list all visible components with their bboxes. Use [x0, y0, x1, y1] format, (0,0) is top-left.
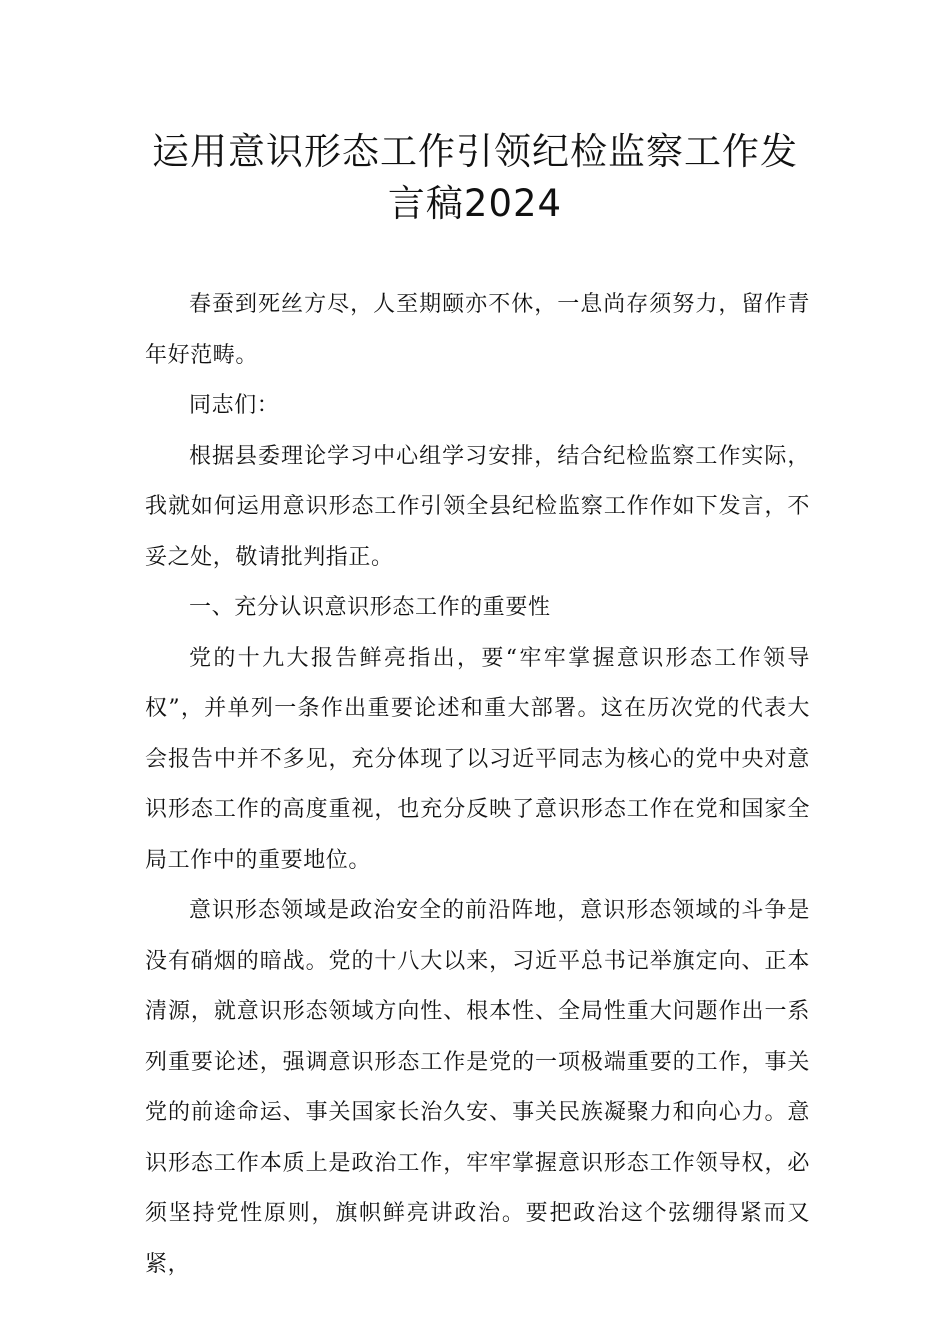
paragraph-section-1-b: 意识形态领域是政治安全的前沿阵地，意识形态领域的斗争是没有硝烟的暗战。党的十八大以来，习近平总书记举旗定向、正本清源，就意识形态领域方向性、根本性、全局性重大问题作出一系列重要论述，强调意识形态工作是党的一项极端重要的工作，事关党的前途命运、事关国家长治久安、事关民族凝聚力和向心力。意识形态工作本质上是政治工作，牢牢掌握意识形态工作领导权，必须坚持党性原则，旗帜鲜亮讲政治。要把政治这个弦绷得紧而又紧，	[145, 898, 810, 1277]
paragraph-introduction: 根据县委理论学习中心组学习安排，结合纪检监察工作实际，我就如何运用意识形态工作引领全县纪检监察工作作如下发言，不妥之处，敬请批判指正。	[145, 443, 810, 570]
title-line-1: 运用意识形态工作引领纪检监察工作发	[152, 130, 798, 173]
document-body	[145, 280, 810, 1290]
paragraph-opening-poem: 春蚕到死丝方尽，人至期颐亦不休，一息尚存须努力，留作青年好范畴。	[145, 292, 810, 368]
section-heading-1: 一、充分认识意识形态工作的重要性	[189, 595, 551, 620]
paragraph-section-1-a: 党的十九大报告鲜亮指出，要“牢牢掌握意识形态工作领导权”，并单列一条作出重要论述和重大部署。这在历次党的代表大会报告中并不多见，充分体现了以习近平同志为核心的党中央对意识形态工作的高度重视，也充分反映了意识形态工作在党和国家全局工作中的重要地位。	[145, 645, 810, 873]
title-line-2: 言稿2024	[387, 182, 563, 225]
document-title	[100, 126, 850, 230]
paragraph-salutation: 同志们：	[189, 393, 280, 418]
